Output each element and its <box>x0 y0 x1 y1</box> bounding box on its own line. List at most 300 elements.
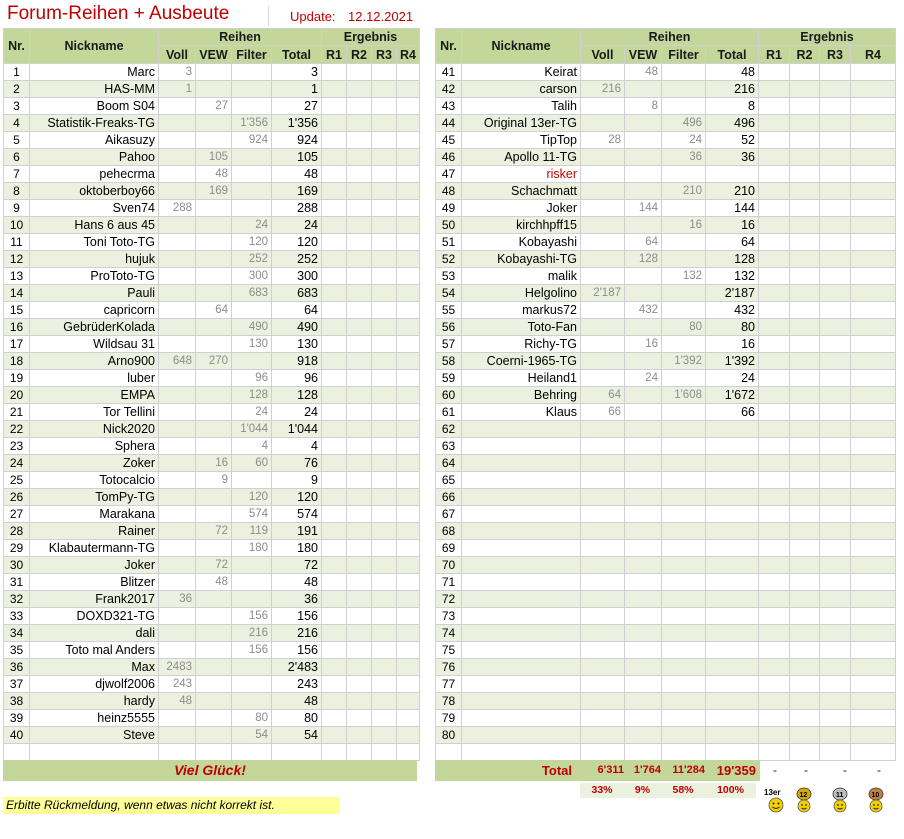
table-row <box>436 183 896 200</box>
cell-vew <box>196 404 232 421</box>
cell-total: 300 <box>272 268 322 285</box>
cell-r2 <box>790 166 820 183</box>
cell-voll: 3 <box>159 64 196 81</box>
table-row <box>436 676 896 693</box>
cell-r1 <box>322 132 347 149</box>
cell-nr: 6 <box>4 149 30 166</box>
cell-voll <box>159 404 196 421</box>
cell-nr: 11 <box>4 234 30 251</box>
cell-r3 <box>820 183 851 200</box>
cell-nickname: Totocalcio <box>30 472 159 489</box>
cell-total <box>706 489 759 506</box>
table-row <box>4 200 420 217</box>
cell-r3 <box>820 149 851 166</box>
table-row <box>4 336 420 353</box>
cell-voll: 2483 <box>159 659 196 676</box>
cell-nickname: Klaus <box>462 404 581 421</box>
sum-vew: 1'764 <box>633 764 661 776</box>
cell-nickname: Nick2020 <box>30 421 159 438</box>
cell-r4 <box>397 659 420 676</box>
cell-voll: 66 <box>581 404 625 421</box>
cell-voll <box>159 217 196 234</box>
cell-voll <box>581 608 625 625</box>
cell-filter <box>662 574 706 591</box>
cell-voll <box>581 455 625 472</box>
cell-nr: 27 <box>4 506 30 523</box>
cell-filter <box>232 744 272 761</box>
cell-r3 <box>820 81 851 98</box>
cell-r4 <box>851 183 896 200</box>
table-row <box>436 64 896 81</box>
cell-vew <box>625 710 662 727</box>
cell-total: 1'044 <box>272 421 322 438</box>
cell-r4 <box>397 98 420 115</box>
cell-r2 <box>347 710 372 727</box>
cell-nickname <box>462 693 581 710</box>
cell-nickname: Frank2017 <box>30 591 159 608</box>
cell-r4 <box>851 659 896 676</box>
cell-nr: 49 <box>436 200 462 217</box>
cell-r2 <box>790 710 820 727</box>
cell-r3 <box>372 183 397 200</box>
cell-r1 <box>759 625 790 642</box>
cell-r4 <box>397 591 420 608</box>
cell-vew <box>196 217 232 234</box>
cell-r1 <box>759 200 790 217</box>
cell-r1 <box>322 608 347 625</box>
cell-r1 <box>322 200 347 217</box>
cell-r4 <box>397 132 420 149</box>
cell-r1 <box>322 64 347 81</box>
pct-voll: 33% <box>580 783 624 798</box>
cell-r1 <box>322 149 347 166</box>
cell-nr: 71 <box>436 574 462 591</box>
cell-nr: 16 <box>4 319 30 336</box>
table-row <box>4 506 420 523</box>
cell-vew <box>625 574 662 591</box>
cell-vew: 64 <box>625 234 662 251</box>
cell-r3 <box>820 132 851 149</box>
cell-vew <box>625 489 662 506</box>
pct-total: 100% <box>705 783 756 798</box>
cell-vew: 144 <box>625 200 662 217</box>
badge-12-text: 12 <box>799 792 808 799</box>
cell-nickname: Boom S04 <box>30 98 159 115</box>
table-row <box>436 132 896 149</box>
cell-total <box>272 744 322 761</box>
cell-r1 <box>322 591 347 608</box>
cell-nr: 72 <box>436 591 462 608</box>
cell-filter: 119 <box>232 523 272 540</box>
cell-r1 <box>759 404 790 421</box>
cell-total <box>706 744 759 761</box>
cell-r2 <box>347 387 372 404</box>
cell-nr: 75 <box>436 642 462 659</box>
cell-total <box>706 574 759 591</box>
cell-vew <box>196 251 232 268</box>
cell-voll <box>581 625 625 642</box>
cell-nr: 26 <box>4 489 30 506</box>
col-vew: VEW <box>196 46 232 64</box>
cell-vew <box>196 387 232 404</box>
cell-voll: 216 <box>581 81 625 98</box>
cell-filter <box>232 472 272 489</box>
cell-r4 <box>851 574 896 591</box>
cell-total <box>706 625 759 642</box>
cell-r3 <box>372 438 397 455</box>
cell-filter: 1'608 <box>662 387 706 404</box>
cell-filter: 54 <box>232 727 272 744</box>
cell-filter <box>662 302 706 319</box>
table-row <box>436 98 896 115</box>
cell-vew <box>196 200 232 217</box>
cell-nickname: TomPy-TG <box>30 489 159 506</box>
table-row <box>4 217 420 234</box>
cell-voll <box>581 268 625 285</box>
cell-r1 <box>322 438 347 455</box>
cell-nickname: risker <box>462 166 581 183</box>
cell-filter <box>662 472 706 489</box>
cell-nr: 54 <box>436 285 462 302</box>
cell-r2 <box>347 557 372 574</box>
cell-nr: 35 <box>4 642 30 659</box>
cell-r2 <box>790 353 820 370</box>
cell-filter: 80 <box>232 710 272 727</box>
cell-nickname: pehecrma <box>30 166 159 183</box>
cell-r4 <box>397 149 420 166</box>
cell-r3 <box>372 523 397 540</box>
cell-voll <box>159 302 196 319</box>
cell-filter: 24 <box>232 404 272 421</box>
cell-r3 <box>820 506 851 523</box>
table-row <box>4 659 420 676</box>
cell-vew <box>196 234 232 251</box>
cell-nickname: HAS-MM <box>30 81 159 98</box>
cell-nr: 41 <box>436 64 462 81</box>
cell-r1 <box>322 319 347 336</box>
cell-total: 1'672 <box>706 387 759 404</box>
cell-r4 <box>851 744 896 761</box>
cell-r4 <box>397 608 420 625</box>
cell-r1 <box>759 591 790 608</box>
cell-nr: 5 <box>4 132 30 149</box>
result-r1: - <box>773 763 777 777</box>
cell-nickname: Arno900 <box>30 353 159 370</box>
cell-r2 <box>347 438 372 455</box>
cell-r2 <box>347 81 372 98</box>
cell-filter: 24 <box>232 217 272 234</box>
cell-r4 <box>851 506 896 523</box>
cell-r4 <box>851 710 896 727</box>
table-row <box>436 659 896 676</box>
cell-total: 243 <box>272 676 322 693</box>
cell-filter <box>662 251 706 268</box>
cell-r1 <box>322 693 347 710</box>
cell-r2 <box>347 183 372 200</box>
cell-total: 24 <box>272 217 322 234</box>
cell-nickname: hujuk <box>30 251 159 268</box>
cell-vew <box>625 625 662 642</box>
cell-total <box>706 421 759 438</box>
cell-voll <box>581 727 625 744</box>
cell-filter: 120 <box>232 234 272 251</box>
table-row <box>4 710 420 727</box>
cell-voll <box>159 234 196 251</box>
cell-r4 <box>851 472 896 489</box>
badge-10-text: 10 <box>871 792 880 799</box>
cell-filter <box>662 455 706 472</box>
cell-filter: 210 <box>662 183 706 200</box>
cell-r1 <box>759 387 790 404</box>
cell-r1 <box>759 489 790 506</box>
table-row <box>4 166 420 183</box>
col-total: Total <box>706 46 759 64</box>
cell-r3 <box>820 421 851 438</box>
cell-r2 <box>790 302 820 319</box>
cell-nr: 79 <box>436 710 462 727</box>
cell-r4 <box>851 489 896 506</box>
cell-nickname <box>462 489 581 506</box>
cell-r3 <box>820 659 851 676</box>
cell-nr: 19 <box>4 370 30 387</box>
cell-nickname: hardy <box>30 693 159 710</box>
sum-filter: 11'284 <box>672 764 705 776</box>
cell-r3 <box>372 166 397 183</box>
cell-voll <box>159 727 196 744</box>
cell-voll <box>581 506 625 523</box>
cell-filter <box>232 591 272 608</box>
cell-r3 <box>820 302 851 319</box>
cell-voll <box>581 64 625 81</box>
cell-nickname: Joker <box>462 200 581 217</box>
cell-nickname: Helgolino <box>462 285 581 302</box>
cell-voll <box>159 489 196 506</box>
cell-nr: 68 <box>436 523 462 540</box>
cell-r4 <box>397 625 420 642</box>
table-row <box>4 115 420 132</box>
cell-r4 <box>397 421 420 438</box>
total-label: Total <box>541 763 572 778</box>
cell-vew: 24 <box>625 370 662 387</box>
cell-r2 <box>790 455 820 472</box>
cell-r2 <box>790 574 820 591</box>
cell-nickname <box>462 727 581 744</box>
cell-r4 <box>851 115 896 132</box>
cell-r3 <box>820 676 851 693</box>
cell-r3 <box>820 472 851 489</box>
cell-nickname: Kobayashi <box>462 234 581 251</box>
table-row <box>436 608 896 625</box>
cell-vew <box>196 336 232 353</box>
cell-voll <box>581 489 625 506</box>
cell-r4 <box>397 693 420 710</box>
cell-nr: 30 <box>4 557 30 574</box>
cell-r2 <box>347 523 372 540</box>
cell-voll <box>581 217 625 234</box>
table-row <box>436 251 896 268</box>
cell-filter <box>232 98 272 115</box>
cell-r1 <box>322 506 347 523</box>
cell-total: 490 <box>272 319 322 336</box>
cell-total: 120 <box>272 489 322 506</box>
cell-r1 <box>322 217 347 234</box>
cell-r4 <box>851 302 896 319</box>
cell-voll <box>159 523 196 540</box>
cell-nickname: Max <box>30 659 159 676</box>
cell-voll: 243 <box>159 676 196 693</box>
cell-filter <box>232 693 272 710</box>
cell-nickname: TipTop <box>462 132 581 149</box>
cell-r2 <box>790 557 820 574</box>
table-row <box>4 387 420 404</box>
cell-r3 <box>372 149 397 166</box>
cell-r1 <box>759 302 790 319</box>
cell-filter <box>662 557 706 574</box>
cell-r3 <box>820 98 851 115</box>
cell-r2 <box>347 472 372 489</box>
cell-vew <box>196 591 232 608</box>
cell-r4 <box>851 557 896 574</box>
cell-vew <box>625 557 662 574</box>
cell-total <box>706 676 759 693</box>
cell-nickname: Tor Tellini <box>30 404 159 421</box>
cell-total <box>706 591 759 608</box>
cell-vew <box>196 540 232 557</box>
cell-r3 <box>820 353 851 370</box>
table-row <box>436 727 896 744</box>
cell-filter: 96 <box>232 370 272 387</box>
cell-voll <box>159 744 196 761</box>
group-reihen: Reihen <box>581 29 759 46</box>
sum-voll: 6'311 <box>597 764 624 776</box>
cell-r4 <box>397 727 420 744</box>
cell-r2 <box>790 438 820 455</box>
cell-r4 <box>851 421 896 438</box>
cell-r3 <box>820 166 851 183</box>
cell-r3 <box>820 489 851 506</box>
cell-r3 <box>820 319 851 336</box>
cell-voll <box>159 183 196 200</box>
cell-voll <box>581 710 625 727</box>
cell-r3 <box>820 404 851 421</box>
cell-nickname: GebrüderKolada <box>30 319 159 336</box>
cell-filter <box>232 64 272 81</box>
cell-nr: 69 <box>436 540 462 557</box>
cell-total: 16 <box>706 217 759 234</box>
cell-r3 <box>372 710 397 727</box>
cell-r4 <box>851 336 896 353</box>
cell-r3 <box>372 98 397 115</box>
cell-nr: 80 <box>436 727 462 744</box>
title-divider <box>268 6 269 26</box>
cell-vew <box>625 744 662 761</box>
cell-vew: 432 <box>625 302 662 319</box>
cell-vew <box>196 625 232 642</box>
cell-total <box>706 710 759 727</box>
cell-voll <box>159 540 196 557</box>
cell-filter <box>232 574 272 591</box>
table-row <box>436 438 896 455</box>
cell-r3 <box>820 693 851 710</box>
cell-vew <box>625 455 662 472</box>
cell-nr: 29 <box>4 540 30 557</box>
cell-r2 <box>347 285 372 302</box>
col-nr: Nr. <box>4 29 30 64</box>
table-row <box>436 523 896 540</box>
cell-nr: 2 <box>4 81 30 98</box>
cell-filter: 496 <box>662 115 706 132</box>
cell-r1 <box>322 115 347 132</box>
cell-r3 <box>372 540 397 557</box>
cell-r4 <box>851 370 896 387</box>
cell-vew <box>196 744 232 761</box>
cell-filter <box>662 591 706 608</box>
cell-r2 <box>347 608 372 625</box>
cell-r1 <box>759 370 790 387</box>
cell-nickname <box>462 557 581 574</box>
col-r3: R3 <box>372 46 397 64</box>
cell-voll <box>581 642 625 659</box>
group-reihen: Reihen <box>159 29 322 46</box>
cell-total <box>706 540 759 557</box>
cell-vew <box>625 387 662 404</box>
cell-total: 191 <box>272 523 322 540</box>
table-row <box>4 149 420 166</box>
cell-nr: 1 <box>4 64 30 81</box>
cell-filter <box>662 693 706 710</box>
cell-nr: 44 <box>436 115 462 132</box>
cell-filter <box>662 166 706 183</box>
cell-total: 64 <box>706 234 759 251</box>
group-ergebnis: Ergebnis <box>759 29 896 46</box>
cell-r4 <box>851 523 896 540</box>
cell-r4 <box>851 268 896 285</box>
cell-r4 <box>397 404 420 421</box>
cell-voll <box>581 166 625 183</box>
cell-total: 918 <box>272 353 322 370</box>
cell-filter <box>232 200 272 217</box>
cell-vew <box>196 608 232 625</box>
table-row <box>436 149 896 166</box>
cell-r2 <box>790 523 820 540</box>
cell-total: 24 <box>706 370 759 387</box>
cell-nickname: Marakana <box>30 506 159 523</box>
cell-nickname <box>462 608 581 625</box>
cell-voll <box>581 319 625 336</box>
table-row <box>4 472 420 489</box>
cell-r3 <box>820 387 851 404</box>
cell-filter <box>232 183 272 200</box>
cell-total <box>706 455 759 472</box>
cell-r3 <box>372 404 397 421</box>
cell-voll <box>159 421 196 438</box>
cell-nickname <box>462 676 581 693</box>
cell-nickname: Sven74 <box>30 200 159 217</box>
table-row <box>436 472 896 489</box>
cell-nickname <box>462 744 581 761</box>
cell-r2 <box>347 693 372 710</box>
cell-r2 <box>347 574 372 591</box>
cell-nickname: Pahoo <box>30 149 159 166</box>
cell-vew <box>196 285 232 302</box>
cell-r3 <box>820 642 851 659</box>
table-row <box>4 370 420 387</box>
cell-r1 <box>759 608 790 625</box>
cell-voll: 648 <box>159 353 196 370</box>
cell-vew <box>196 506 232 523</box>
cell-vew: 48 <box>196 166 232 183</box>
cell-total: 128 <box>706 251 759 268</box>
